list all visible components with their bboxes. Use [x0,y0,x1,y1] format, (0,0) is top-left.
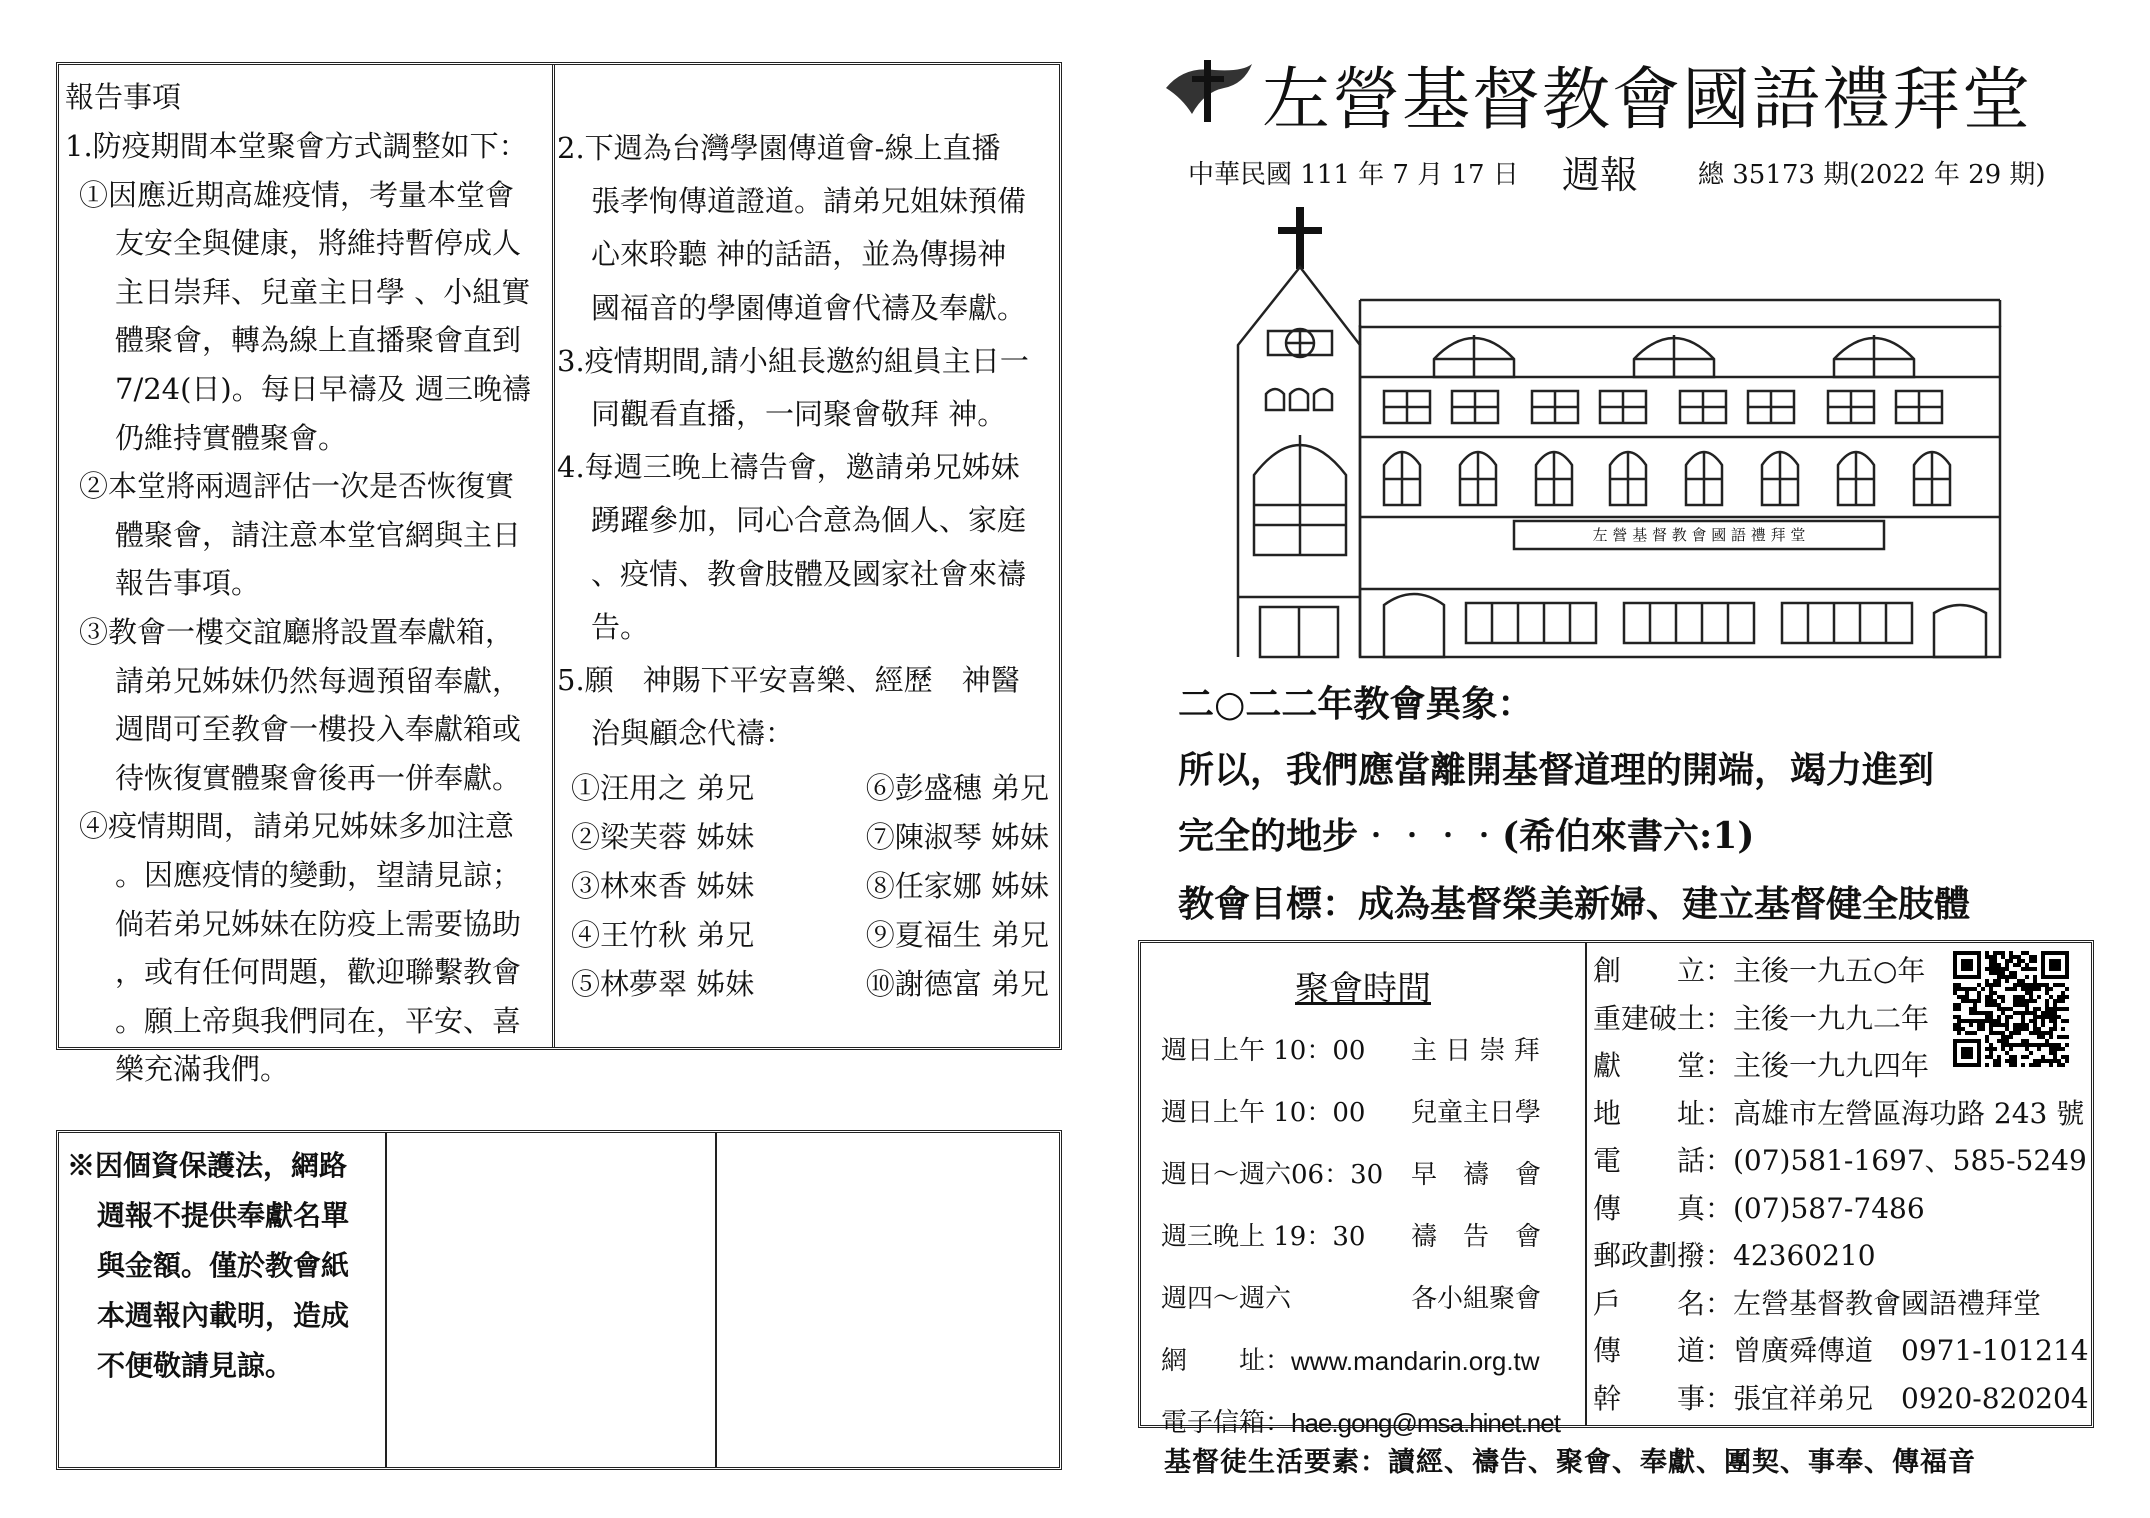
church-info-line: 電 話：(07)581-1697、585-5249 [1593,1144,2087,1177]
prayer-row [557,911,1059,960]
church-info-line: 幹 事：張宜祥弟兄 0920-820204 [1593,1381,2089,1415]
prayer-list [557,764,1059,1009]
announcement-line: 週間可至教會一樓投入奉獻箱或 [115,712,522,747]
announcement-line: 倘若弟兄姊妹在防疫上需要協助 [115,906,522,941]
christian-life-elements: 基督徒生活要素：讀經、禱告、聚會、奉獻、團契、事奉、傳福音 [1164,1447,1976,1478]
schedule-event: 各小組聚會 [1411,1284,1542,1314]
prayer-name: ⑤林夢翠 姊妹 [571,967,755,1002]
church-info-line: 傳 真：(07)587-7486 [1593,1191,1925,1225]
announcement-line: 主日崇拜、兒童主日學 、小組實 [115,274,531,309]
building-sign-text: 左 營 基 督 教 會 國 語 禮 拜 堂 [1592,526,1806,544]
prayer-row [557,960,1059,1009]
announcement-line: 待恢復實體聚會後再一併奉獻。 [115,760,522,795]
schedule-event: 早 禱 會 [1411,1160,1542,1190]
website-link[interactable]: www.mandarin.org.tw [1291,1346,1540,1376]
announcements-col-2 [555,65,1059,1047]
announcement-line: ④疫情期間，請弟兄姊妹多加注意 [79,809,515,844]
announcements-box [56,62,1062,1087]
announcement-line: 同觀看直播，一同聚會敬拜 神。 [591,397,1007,432]
schedule-info-box [1138,940,2094,1438]
prayer-name: ④王竹秋 弟兄 [571,918,755,953]
schedule-row [1161,1082,1585,1144]
announcement-line: ③教會一樓交誼廳將設置奉獻箱， [79,614,515,649]
announcements-heading: 報告事項 [65,80,182,114]
prayer-name: ③林來香 姊妹 [571,869,755,904]
church-title: 左營基督教會國語禮拜堂 [1262,61,2033,140]
announcements-col-1 [59,65,555,1087]
announcement-line: 3.疫情期間,請小組長邀約組員主日一 [557,343,1029,378]
vision-heading: 二○二二年教會異象： [1178,683,1534,725]
privacy-notice [59,1133,387,1467]
privacy-line: 與金額。僅於教會紙 [97,1249,350,1282]
schedule-row [1161,1206,1585,1268]
schedule-time: 週日～週六06：30 [1161,1160,1384,1190]
church-goal: 教會目標：成為基督榮美新婦、建立基督健全肢體 [1178,883,1971,925]
church-info-line: 創 立：主後一九五○年 [1593,954,1926,987]
schedule-time: 週三晚上 19：30 [1161,1222,1366,1252]
schedule-panel [1141,943,1587,1438]
email-link[interactable]: hae.gong@msa.hinet.net [1291,1408,1560,1438]
announcement-line: 。願上帝與我們同在，平安、喜 [115,1003,522,1038]
announcements-col1-lines [65,122,552,1094]
schedule-event: 兒童主日學 [1411,1098,1542,1128]
bulletin-issue: 總 35173 期(2022 年 29 期) [1698,160,2046,190]
announcement-line: 體聚會，請注意本堂官網與主日 [115,517,522,552]
announcement-line: 1.防疫期間本堂聚會方式調整如下： [65,129,528,163]
announcement-line: 樂充滿我們。 [115,1052,290,1087]
schedule-row [1161,1144,1585,1206]
privacy-line: 週報不提供奉獻名單 [97,1199,350,1232]
church-info-line: 獻 堂：主後一九九四年 [1593,1049,1930,1082]
announcement-line: 友安全與健康，將維持暫停成人 [115,226,522,261]
bulletin-weekly-label: 週報 [1562,153,1639,197]
announcement-line: 張孝恂傳道證道。請弟兄姐妹預備 [591,184,1027,219]
church-info-line: 戶 名：左營基督教會國語禮拜堂 [1593,1286,2042,1320]
announcement-line: 體聚會，轉為線上直播聚會直到 [115,323,522,358]
church-info-line: 重建破土：主後一九九二年 [1593,1001,1930,1035]
schedule-time: 週四～週六 [1161,1284,1292,1314]
prayer-name: ⑨夏福生 弟兄 [865,918,1049,953]
schedule-title: 聚會時間 [1295,969,1431,1009]
announcement-line: ，或有任何問題，歡迎聯繫教會 [115,955,522,990]
bulletin-date: 中華民國 111 年 7 月 17 日 [1188,160,1519,190]
announcement-line: 國福音的學園傳道會代禱及奉獻。 [591,290,1027,325]
schedule-event: 禱 告 會 [1411,1222,1542,1252]
prayer-name: ⑩謝德富 弟兄 [865,967,1049,1002]
announcement-line: 5.願 神賜下平安喜樂、經歷 神醫 [557,663,1020,698]
announcement-line: 請弟兄姊妹仍然每週預留奉獻， [115,663,522,698]
church-info-line: 地 址：高雄市左營區海功路 243 號 [1593,1096,2085,1130]
schedule-time: 週日上午 10：00 [1161,1036,1366,1066]
website-row: 網 址： www.mandarin.org.tw [1161,1330,1585,1392]
privacy-line: 不便敬請見諒。 [97,1349,294,1382]
announcement-line: 治與顧念代禱： [591,716,795,751]
qr-code[interactable] [1953,951,2069,1067]
church-info-line: 傳 道：曾廣舜傳道 0971-101214 [1593,1334,2089,1367]
prayer-name: ⑦陳淑琴 姊妹 [865,820,1049,855]
announcement-line: 踴躍參加，同心合意為個人、家庭 [591,503,1027,538]
announcement-line: 7/24(日)。每日早禱及 週三晚禱 [115,371,531,406]
schedule-event: 主 日 崇 拜 [1411,1036,1540,1066]
offering-box [56,1130,1062,1470]
announcement-line: 。因應疫情的變動，望請見諒； [115,857,522,892]
announcements-col2-lines [557,122,1059,760]
announcement-line: 仍維持實體聚會。 [115,420,348,455]
vision-verse-line-2: 完全的地步‧‧‧‧(希伯來書六:1) [1178,815,1755,857]
schedule-row [1161,1268,1585,1330]
announcement-line: 報告事項。 [115,566,261,601]
privacy-line: 本週報內載明，造成 [97,1299,350,1332]
church-logo [1164,58,1254,128]
prayer-row [557,764,1059,813]
privacy-line: ※因個資保護法，網路 [67,1149,348,1182]
church-info-line: 郵政劃撥：42360210 [1593,1239,1876,1272]
email-row: 電子信箱： hae.gong@msa.hinet.net [1161,1392,1585,1454]
announcement-line: 心來聆聽 神的話語，並為傳揚神 [591,237,1007,272]
schedule-row [1161,1020,1585,1082]
announcement-line: ②本堂將兩週評估一次是否恢復實 [79,469,515,504]
vision-verse-line-1: 所以，我們應當離開基督道理的開端，竭力進到 [1178,749,1935,791]
offering-list-empty-1 [387,1133,717,1467]
prayer-name: ⑧任家娜 姊妹 [865,869,1049,904]
announcement-line: 、疫情、教會肢體及國家社會來禱 [591,556,1027,591]
announcement-line: 2.下週為台灣學園傳道會-線上直播 [557,131,1001,165]
prayer-name: ⑥彭盛穗 弟兄 [865,771,1049,806]
announcement-line: ①因應近期高雄疫情，考量本堂會 [79,177,515,212]
offering-list-empty-2 [717,1133,1059,1467]
prayer-row [557,813,1059,862]
announcement-line: 4.每週三晚上禱告會，邀請弟兄姊妹 [557,450,1020,485]
church-building-illustration [1234,205,2004,660]
announcement-line: 告。 [591,609,650,644]
schedule-time: 週日上午 10：00 [1161,1098,1366,1128]
prayer-name: ①汪用之 弟兄 [571,771,755,806]
prayer-name: ②梁芙蓉 姊妹 [571,820,755,855]
prayer-row [557,862,1059,911]
